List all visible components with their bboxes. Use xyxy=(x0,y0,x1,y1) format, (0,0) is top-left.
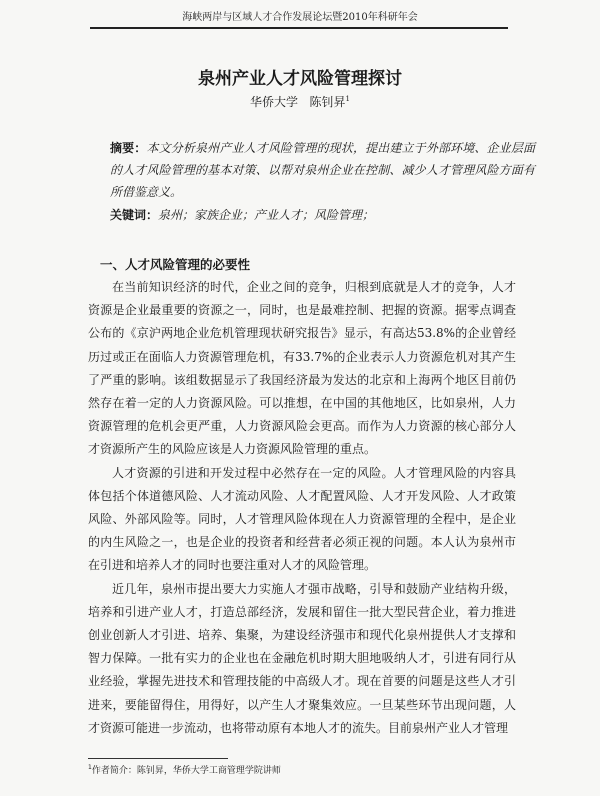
keywords xyxy=(110,206,535,224)
body-paragraph: 人才资源的引进和开发过程中必然存在一定的风险。人才管理风险的内容具体包括个体道德风险、人才流动风险、人才配置风险、人才开发风险、人才政策风险、外部风险等。同时，人才管理风险体现在人力资源管理的全程中，是企业的内生风险之一，也是企业的投资者和经营者必须正视的问题。本人认为泉州市在引进和培养人才的同时也要注重对人才的风险管理。 xyxy=(88,465,516,573)
footnote-rule xyxy=(88,758,228,759)
author-footnote-mark: 1 xyxy=(345,95,350,103)
body-paragraph: 近几年，泉州市提出要大力实施人才强市战略，引导和鼓励产业结构升级，培养和引进产业人才，打造总部经济，发展和留住一批大型民营企业，着力推进创业创新人才引进、培养、集聚，为建设经济强市和现代化泉州提供人才支撑和智力保障。一批有实力的企业也在金融危机时期大胆地吸纳人才，引进有同行从业经验，掌握先进技术和管理技能的中高级人才。现在首要的问题是这些人才引进来，要能留得住，用得好，以产生人才聚集效应。一旦某些环节出现问题，人才资源可能进一步流动，也将带动原有本地人才的流失。目前泉州产业人才管理 xyxy=(88,581,516,735)
footnote-text: 作者简介：陈钊昇，华侨大学工商管理学院讲师 xyxy=(91,766,281,776)
footnote-mark: 1 xyxy=(88,764,92,771)
keywords-text: 泉州；家族企业；产业人才；风险管理； xyxy=(158,208,375,222)
keywords-label: 关键词： xyxy=(110,208,159,222)
author-line xyxy=(0,90,600,111)
affiliation: 华侨大学 xyxy=(250,95,299,109)
body-paragraph: 在当前知识经济的时代，企业之间的竞争，归根到底就是人才的竞争，人才资源是企业最重要的资源之一，同时，也是最难控制、把握的资源。据零点调查公布的《京沪两地企业危机管理现状研究报告》显示，有高达53.8%的企业曾经历过或正在面临人力资源管理危机，有33.7%的企业表示人力资源危机对其产生了严重的影响。该组数据显示了我国经济最为发达的北京和上海两个地区目前仍然存在着一定的人力资源风险。可以推想，在中国的其他地区，比如泉州，人力资源管理的危机会更严重，人力资源风险会更高。而作为人力资源的核心部分人才资源所产生的风险应该是人力资源风险管理的重点。 xyxy=(88,280,516,457)
abstract xyxy=(110,137,535,203)
abstract-label: 摘要： xyxy=(110,141,147,155)
section-heading: 一、人才风险管理的必要性 xyxy=(100,257,251,272)
abstract-text: 本文分析泉州产业人才风险管理的现状，提出建立于外部环境、企业层面的人才风险管理的基本对策、以帮对泉州企业在控制、减少人才管理风险方面有所借鉴意义。 xyxy=(110,141,535,199)
paper-title: 泉州产业人才风险管理探讨 xyxy=(198,69,402,89)
section-body xyxy=(88,276,516,740)
author-name: 陈钊昇 xyxy=(309,95,346,109)
header-rule xyxy=(90,27,508,29)
running-header: 海峡两岸与区域人才合作发展论坛暨2010年科研年会 xyxy=(182,12,418,23)
footnote xyxy=(88,762,281,777)
